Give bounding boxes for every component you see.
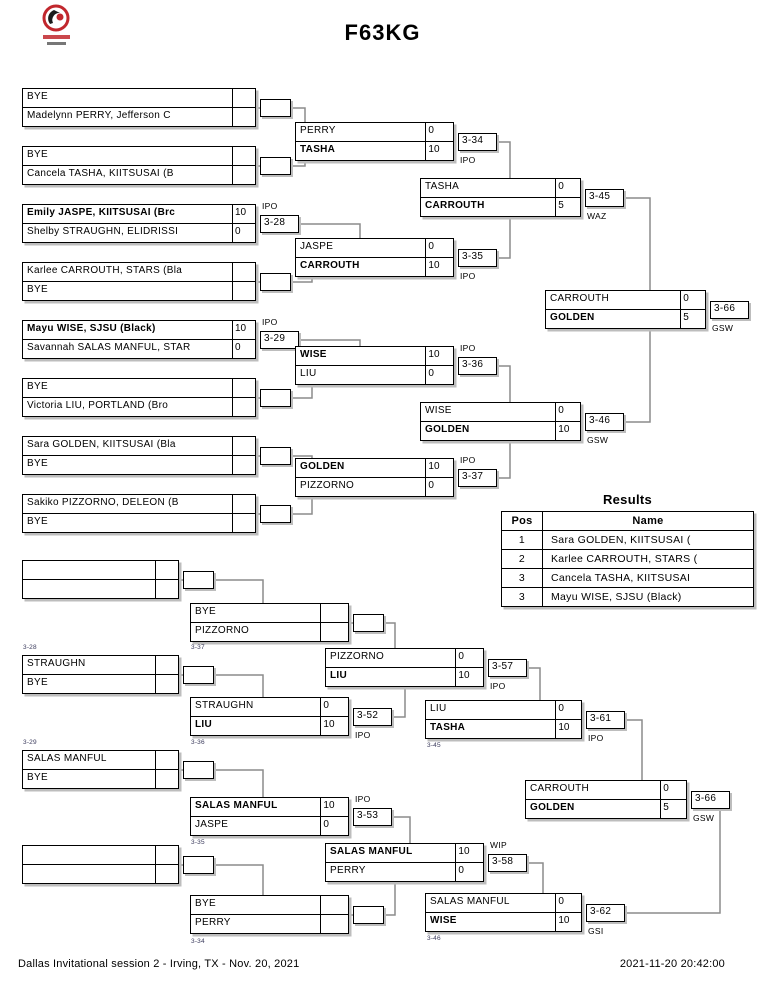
score-a: 10 xyxy=(232,205,255,223)
match-ref-label: 3-28 xyxy=(23,644,37,651)
match-ref-label: 3-37 xyxy=(191,644,205,651)
score-a: 10 xyxy=(232,321,255,339)
score-a xyxy=(232,89,255,107)
match-box xyxy=(22,317,286,359)
competitor-a: STRAUGHN xyxy=(195,700,254,711)
match-box xyxy=(190,603,349,642)
competitor-a: BYE xyxy=(195,606,216,617)
score-a: 0 xyxy=(555,701,580,719)
results-row xyxy=(502,588,754,607)
match-number xyxy=(353,614,384,632)
result-code: IPO xyxy=(355,730,371,740)
competitor-a: BYE xyxy=(195,898,216,909)
competitor-a: SALAS MANFUL xyxy=(27,753,107,764)
result-name: Sara GOLDEN, KIITSUSAI ( xyxy=(543,531,754,550)
final-match-box xyxy=(525,780,717,823)
results-table xyxy=(501,511,754,607)
competitor-b: LIU xyxy=(195,719,213,730)
result-code: IPO xyxy=(588,733,604,743)
results-header-name: Name xyxy=(543,512,754,531)
result-pos: 2 xyxy=(502,550,543,569)
score-a: 0 xyxy=(425,123,452,141)
result-name: Cancela TASHA, KIITSUSAI xyxy=(543,569,754,588)
match-ref-label: 3-46 xyxy=(427,935,441,942)
match-box xyxy=(22,560,179,599)
score-b: 5 xyxy=(680,310,704,328)
competitor-a: WISE xyxy=(425,405,452,416)
competitor-a xyxy=(23,561,155,579)
result-code: WAZ xyxy=(587,211,607,221)
competitor-b: GOLDEN xyxy=(550,312,595,323)
results-title: Results xyxy=(602,492,653,507)
result-name: Karlee CARROUTH, STARS ( xyxy=(543,550,754,569)
results-row xyxy=(502,531,754,550)
match-box xyxy=(420,178,611,221)
score-b xyxy=(232,514,255,532)
match-number: 3-29 xyxy=(260,331,299,349)
result-code: IPO xyxy=(460,343,476,353)
results-header-pos: Pos xyxy=(502,512,543,531)
score-a: 10 xyxy=(320,798,347,816)
competitor-a: Emily JASPE, KIITSUSAI (Brc xyxy=(27,207,176,218)
match-ref-label: 3-36 xyxy=(191,739,205,746)
score-a xyxy=(320,604,347,622)
result-code: GSW xyxy=(693,813,715,823)
score-b: 0 xyxy=(455,863,482,881)
result-pos: 1 xyxy=(502,531,543,550)
match-box xyxy=(22,494,256,533)
competitor-a: CARROUTH xyxy=(530,783,590,794)
match-number xyxy=(260,389,291,407)
match-number: 3-66 xyxy=(691,791,730,809)
event-info: Dallas Invitational session 2 - Irving, TX - Nov. 20, 2021 xyxy=(18,958,300,970)
score-a xyxy=(155,751,177,769)
score-a xyxy=(232,147,255,165)
competitor-b: LIU xyxy=(300,368,317,379)
competitor-a: BYE xyxy=(27,149,48,160)
competitor-a: SALAS MANFUL xyxy=(430,896,510,907)
competitor-b: PIZZORNO xyxy=(300,480,355,491)
match-box xyxy=(190,697,379,740)
score-b: 0 xyxy=(425,478,452,496)
competitor-a: Sara GOLDEN, KIITSUSAI (Bla xyxy=(27,439,176,450)
competitor-b: PERRY xyxy=(330,865,366,876)
match-number: 3-66 xyxy=(710,301,749,319)
competitor-b: BYE xyxy=(27,772,48,783)
score-a: 0 xyxy=(555,179,579,197)
competitor-a: SALAS MANFUL xyxy=(330,846,413,857)
score-a: 0 xyxy=(555,894,580,912)
match-number: 3-46 xyxy=(585,413,624,431)
match-box xyxy=(22,378,256,417)
match-box xyxy=(22,262,256,301)
score-b: 10 xyxy=(455,668,482,686)
score-a xyxy=(155,561,177,579)
competitor-b: Savannah SALAS MANFUL, STAR xyxy=(27,342,191,353)
match-box xyxy=(22,750,179,789)
score-b xyxy=(232,398,255,416)
result-code: GSW xyxy=(587,435,609,445)
competitor-b: Shelby STRAUGHN, ELIDRISSI xyxy=(27,226,179,237)
competitor-b: PERRY xyxy=(195,917,231,928)
score-a xyxy=(232,495,255,513)
match-number xyxy=(183,666,214,684)
score-b: 0 xyxy=(320,817,347,835)
score-b xyxy=(320,915,347,933)
match-box xyxy=(295,455,484,497)
results-header-row xyxy=(502,512,754,531)
match-box xyxy=(22,436,256,475)
competitor-a: TASHA xyxy=(425,181,460,192)
result-code: IPO xyxy=(460,455,476,465)
score-a xyxy=(155,656,177,674)
competitor-b: BYE xyxy=(27,516,48,527)
competitor-b: BYE xyxy=(27,458,48,469)
result-code: IPO xyxy=(460,271,476,281)
competitor-b: LIU xyxy=(330,670,348,681)
match-box xyxy=(22,655,179,694)
match-number xyxy=(183,761,214,779)
match-number: 3-36 xyxy=(458,357,497,375)
competitor-b: Madelynn PERRY, Jefferson C xyxy=(27,110,171,121)
match-box xyxy=(295,343,484,385)
score-a: 0 xyxy=(320,698,347,716)
competitor-b: JASPE xyxy=(195,819,229,830)
score-a xyxy=(155,846,177,864)
score-a: 0 xyxy=(455,649,482,667)
match-ref-label: 3-35 xyxy=(191,839,205,846)
results-row xyxy=(502,550,754,569)
match-box xyxy=(22,88,256,127)
score-b: 0 xyxy=(425,366,452,384)
score-b: 10 xyxy=(425,142,452,160)
competitor-b: Victoria LIU, PORTLAND (Bro xyxy=(27,400,169,411)
match-ref-label: 3-45 xyxy=(427,742,441,749)
competitor-a: Karlee CARROUTH, STARS (Bla xyxy=(27,265,183,276)
competitor-a: Sakiko PIZZORNO, DELEON (B xyxy=(27,497,179,508)
result-name: Mayu WISE, SJSU (Black) xyxy=(543,588,754,607)
final-match-box xyxy=(545,290,736,333)
match-number xyxy=(260,99,291,117)
competitor-a: BYE xyxy=(27,91,48,102)
competitor-b: BYE xyxy=(27,284,48,295)
result-pos: 3 xyxy=(502,569,543,588)
result-code: IPO xyxy=(262,201,278,211)
score-a: 0 xyxy=(555,403,579,421)
score-a xyxy=(232,263,255,281)
results-panel xyxy=(501,492,754,607)
match-number xyxy=(183,571,214,589)
score-b: 10 xyxy=(425,258,452,276)
score-b xyxy=(155,675,177,693)
score-a xyxy=(232,437,255,455)
match-number: 3-61 xyxy=(586,711,625,729)
score-b: 10 xyxy=(320,717,347,735)
result-code: WIP xyxy=(490,840,507,850)
match-box xyxy=(325,648,514,691)
match-number: 3-34 xyxy=(458,133,497,151)
competitor-a: CARROUTH xyxy=(550,293,610,304)
match-number: 3-52 xyxy=(353,708,392,726)
competitor-a: JASPE xyxy=(300,241,334,252)
match-box xyxy=(295,238,484,281)
score-a xyxy=(320,896,347,914)
competitor-a xyxy=(23,846,155,864)
competitor-b: CARROUTH xyxy=(300,260,360,271)
match-number: 3-37 xyxy=(458,469,497,487)
score-b xyxy=(155,865,177,883)
match-number: 3-53 xyxy=(353,808,392,826)
match-number: 3-57 xyxy=(488,659,527,677)
competitor-a: PERRY xyxy=(300,125,336,136)
result-code: IPO xyxy=(355,794,371,804)
score-a: 0 xyxy=(680,291,704,309)
match-number: 3-45 xyxy=(585,189,624,207)
score-a: 10 xyxy=(425,459,452,477)
match-number: 3-35 xyxy=(458,249,497,267)
result-code: GSI xyxy=(588,926,604,936)
competitor-b: GOLDEN xyxy=(425,424,470,435)
score-b xyxy=(232,108,255,126)
competitor-b: CARROUTH xyxy=(425,200,485,211)
match-number: 3-58 xyxy=(488,854,527,872)
competitor-b: BYE xyxy=(27,677,48,688)
score-b: 10 xyxy=(555,422,579,440)
report-timestamp: 2021-11-20 20:42:00 xyxy=(619,958,725,970)
match-box xyxy=(190,794,379,836)
result-code: GSW xyxy=(712,323,734,333)
result-code: IPO xyxy=(490,681,506,691)
competitor-b: Cancela TASHA, KIITSUSAI (B xyxy=(27,168,174,179)
score-b: 5 xyxy=(555,198,579,216)
score-b xyxy=(232,166,255,184)
score-b xyxy=(232,456,255,474)
score-b xyxy=(155,770,177,788)
match-box xyxy=(295,122,484,165)
competitor-a: STRAUGHN xyxy=(27,658,86,669)
score-b xyxy=(155,580,177,598)
competitor-a: BYE xyxy=(27,381,48,392)
competitor-a: GOLDEN xyxy=(300,461,345,472)
match-number xyxy=(183,856,214,874)
score-a: 0 xyxy=(660,781,685,799)
match-number xyxy=(260,447,291,465)
match-number xyxy=(260,273,291,291)
result-code: IPO xyxy=(460,155,476,165)
competitor-b xyxy=(23,580,155,598)
match-number: 3-62 xyxy=(586,904,625,922)
match-ref-label: 3-34 xyxy=(191,938,205,945)
score-a: 10 xyxy=(455,844,482,862)
page-title: F63KG xyxy=(344,20,421,45)
score-a xyxy=(232,379,255,397)
match-box xyxy=(22,146,256,185)
match-box xyxy=(190,895,349,934)
competitor-a: PIZZORNO xyxy=(330,651,385,662)
score-b: 10 xyxy=(555,720,580,738)
score-b xyxy=(320,623,347,641)
match-box xyxy=(325,840,514,882)
competitor-b: PIZZORNO xyxy=(195,625,250,636)
score-b: 0 xyxy=(232,340,255,358)
match-box xyxy=(425,893,612,936)
match-box xyxy=(425,700,612,743)
competitor-b: TASHA xyxy=(300,144,336,155)
competitor-b xyxy=(23,865,155,883)
results-row xyxy=(502,569,754,588)
score-b: 10 xyxy=(555,913,580,931)
match-ref-label: 3-29 xyxy=(23,739,37,746)
competitor-a: SALAS MANFUL xyxy=(195,800,278,811)
match-number xyxy=(353,906,384,924)
score-b xyxy=(232,282,255,300)
match-number: 3-28 xyxy=(260,215,299,233)
result-pos: 3 xyxy=(502,588,543,607)
competitor-a: LIU xyxy=(430,703,447,714)
match-box xyxy=(420,402,611,445)
result-code: IPO xyxy=(262,317,278,327)
competitor-b: GOLDEN xyxy=(530,802,575,813)
match-number xyxy=(260,157,291,175)
score-b: 0 xyxy=(232,224,255,242)
competitor-b: WISE xyxy=(430,915,457,926)
competitor-a: Mayu WISE, SJSU (Black) xyxy=(27,323,156,334)
score-b: 5 xyxy=(660,800,685,818)
match-box xyxy=(22,201,286,243)
competitor-a: WISE xyxy=(300,349,327,360)
score-a: 0 xyxy=(425,239,452,257)
match-box xyxy=(22,845,179,884)
score-a: 10 xyxy=(425,347,452,365)
match-number xyxy=(260,505,291,523)
competitor-b: TASHA xyxy=(430,722,466,733)
